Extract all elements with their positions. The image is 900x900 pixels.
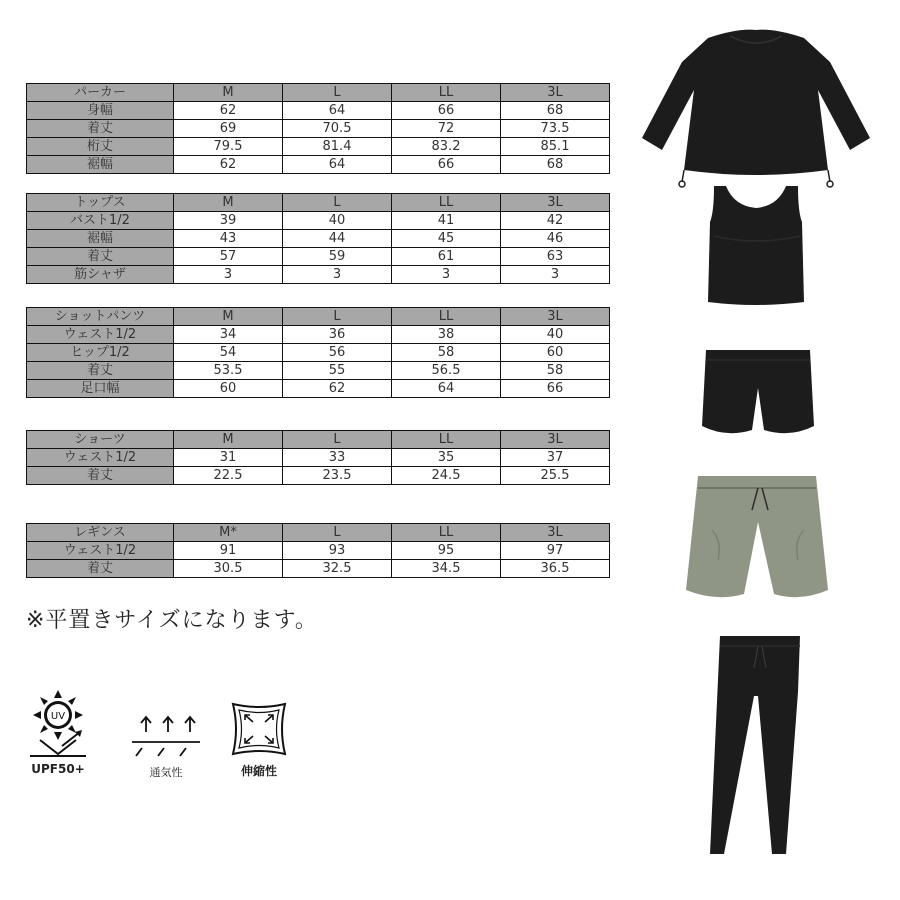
table-row <box>27 467 610 485</box>
table-cell: 64 <box>283 102 392 120</box>
table-cell: 72 <box>392 120 501 138</box>
table-cell: 83.2 <box>392 138 501 156</box>
table-header-row <box>27 308 610 326</box>
table-row <box>27 542 610 560</box>
table-header-cell: M <box>174 194 283 212</box>
table-cell: 69 <box>174 120 283 138</box>
table-cell: 56 <box>283 344 392 362</box>
table-row <box>27 156 610 174</box>
row-label: ヒップ1/2 <box>27 344 174 362</box>
hoodie-image <box>638 20 874 190</box>
table-row <box>27 344 610 362</box>
row-label: ウェスト1/2 <box>27 542 174 560</box>
row-label: 着丈 <box>27 560 174 578</box>
table-row <box>27 138 610 156</box>
table-row <box>27 120 610 138</box>
table-cell: 70.5 <box>283 120 392 138</box>
flat-size-note: ※平置きサイズになります。 <box>26 608 318 633</box>
table-header-cell: 3L <box>501 308 610 326</box>
table-row <box>27 362 610 380</box>
table-cell: 95 <box>392 542 501 560</box>
table-header-row <box>27 431 610 449</box>
table-cell: 73.5 <box>501 120 610 138</box>
table-cell: 64 <box>392 380 501 398</box>
table-row <box>27 102 610 120</box>
feature-label-stretch: 伸縮性 <box>240 764 277 778</box>
tank-top-image <box>692 182 820 308</box>
table-cell: 3 <box>283 266 392 284</box>
table-cell: 97 <box>501 542 610 560</box>
table-header-row <box>27 84 610 102</box>
stretch-icon <box>227 700 291 758</box>
table-cell: 24.5 <box>392 467 501 485</box>
row-label: 着丈 <box>27 120 174 138</box>
table-header-cell: LL <box>392 84 501 102</box>
size-table-tops <box>26 193 610 284</box>
table-cell: 66 <box>501 380 610 398</box>
table-header-cell: 3L <box>501 194 610 212</box>
table-cell: 68 <box>501 102 610 120</box>
feature-breathable <box>128 710 204 780</box>
table-cell: 81.4 <box>283 138 392 156</box>
table-cell: 38 <box>392 326 501 344</box>
uv-sun-icon <box>26 690 90 758</box>
table-cell: 42 <box>501 212 610 230</box>
table-cell: 46 <box>501 230 610 248</box>
table-cell: 54 <box>174 344 283 362</box>
feature-label-upf: UPF50+ <box>31 762 85 776</box>
row-label: 着丈 <box>27 248 174 266</box>
table-cell: 37 <box>501 449 610 467</box>
table-cell: 56.5 <box>392 362 501 380</box>
table-cell: 32.5 <box>283 560 392 578</box>
table-cell: 63 <box>501 248 610 266</box>
table-cell: 36.5 <box>501 560 610 578</box>
table-cell: 25.5 <box>501 467 610 485</box>
row-label: 裾幅 <box>27 230 174 248</box>
table-cell: 57 <box>174 248 283 266</box>
table-row <box>27 266 610 284</box>
row-label: 足口幅 <box>27 380 174 398</box>
table-header-cell: トップス <box>27 194 174 212</box>
table-cell: 34.5 <box>392 560 501 578</box>
table-row <box>27 560 610 578</box>
breathable-arrows-icon <box>128 710 204 760</box>
table-cell: 60 <box>501 344 610 362</box>
table-header-cell: M <box>174 84 283 102</box>
table-cell: 93 <box>283 542 392 560</box>
table-header-cell: M <box>174 431 283 449</box>
table-cell: 55 <box>283 362 392 380</box>
table-cell: 31 <box>174 449 283 467</box>
leggings-image <box>700 632 808 858</box>
row-label: 裾幅 <box>27 156 174 174</box>
table-cell: 33 <box>283 449 392 467</box>
row-label: ウェスト1/2 <box>27 449 174 467</box>
row-label: 筋シャザ <box>27 266 174 284</box>
row-label: 桁丈 <box>27 138 174 156</box>
table-cell: 59 <box>283 248 392 266</box>
row-label: ウェスト1/2 <box>27 326 174 344</box>
table-cell: 62 <box>283 380 392 398</box>
table-cell: 30.5 <box>174 560 283 578</box>
table-cell: 44 <box>283 230 392 248</box>
table-cell: 91 <box>174 542 283 560</box>
table-cell: 3 <box>392 266 501 284</box>
table-cell: 45 <box>392 230 501 248</box>
size-table-shorts <box>26 430 610 485</box>
table-cell: 43 <box>174 230 283 248</box>
row-label: バスト1/2 <box>27 212 174 230</box>
feature-upf <box>24 690 92 776</box>
table-header-cell: LL <box>392 431 501 449</box>
table-cell: 39 <box>174 212 283 230</box>
table-header-cell: 3L <box>501 524 610 542</box>
table-header-cell: L <box>283 194 392 212</box>
table-cell: 36 <box>283 326 392 344</box>
table-header-cell: パーカー <box>27 84 174 102</box>
table-header-row <box>27 194 610 212</box>
table-header-cell: LL <box>392 308 501 326</box>
table-cell: 3 <box>501 266 610 284</box>
table-header-cell: M* <box>174 524 283 542</box>
table-cell: 64 <box>283 156 392 174</box>
row-label: 着丈 <box>27 467 174 485</box>
table-header-cell: 3L <box>501 84 610 102</box>
table-cell: 3 <box>174 266 283 284</box>
table-cell: 85.1 <box>501 138 610 156</box>
table-cell: 66 <box>392 102 501 120</box>
table-header-cell: LL <box>392 524 501 542</box>
table-cell: 68 <box>501 156 610 174</box>
table-cell: 62 <box>174 102 283 120</box>
size-table-leggings <box>26 523 610 578</box>
table-row <box>27 248 610 266</box>
table-header-cell: ショットパンツ <box>27 308 174 326</box>
table-cell: 40 <box>283 212 392 230</box>
table-header-cell: レギンス <box>27 524 174 542</box>
table-row <box>27 230 610 248</box>
table-row <box>27 449 610 467</box>
uv-badge-text: UV <box>50 711 66 722</box>
size-table-short-pants <box>26 307 610 398</box>
board-shorts-image <box>682 470 832 604</box>
table-header-cell: M <box>174 308 283 326</box>
table-row <box>27 326 610 344</box>
table-cell: 22.5 <box>174 467 283 485</box>
size-table-hoodie <box>26 83 610 174</box>
table-cell: 61 <box>392 248 501 266</box>
table-cell: 58 <box>501 362 610 380</box>
table-row <box>27 380 610 398</box>
table-header-cell: L <box>283 524 392 542</box>
feature-label-breathable: 通気性 <box>149 766 183 779</box>
table-header-row <box>27 524 610 542</box>
table-cell: 35 <box>392 449 501 467</box>
table-row <box>27 212 610 230</box>
table-cell: 58 <box>392 344 501 362</box>
table-header-cell: LL <box>392 194 501 212</box>
table-cell: 40 <box>501 326 610 344</box>
table-header-cell: L <box>283 84 392 102</box>
table-cell: 66 <box>392 156 501 174</box>
table-header-cell: 3L <box>501 431 610 449</box>
table-header-cell: ショーツ <box>27 431 174 449</box>
table-header-cell: L <box>283 308 392 326</box>
table-header-cell: L <box>283 431 392 449</box>
feature-stretch <box>226 700 292 779</box>
table-cell: 41 <box>392 212 501 230</box>
table-cell: 34 <box>174 326 283 344</box>
table-cell: 23.5 <box>283 467 392 485</box>
table-cell: 79.5 <box>174 138 283 156</box>
short-pants-image <box>700 346 816 440</box>
table-cell: 53.5 <box>174 362 283 380</box>
table-cell: 60 <box>174 380 283 398</box>
table-cell: 62 <box>174 156 283 174</box>
row-label: 着丈 <box>27 362 174 380</box>
row-label: 身幅 <box>27 102 174 120</box>
